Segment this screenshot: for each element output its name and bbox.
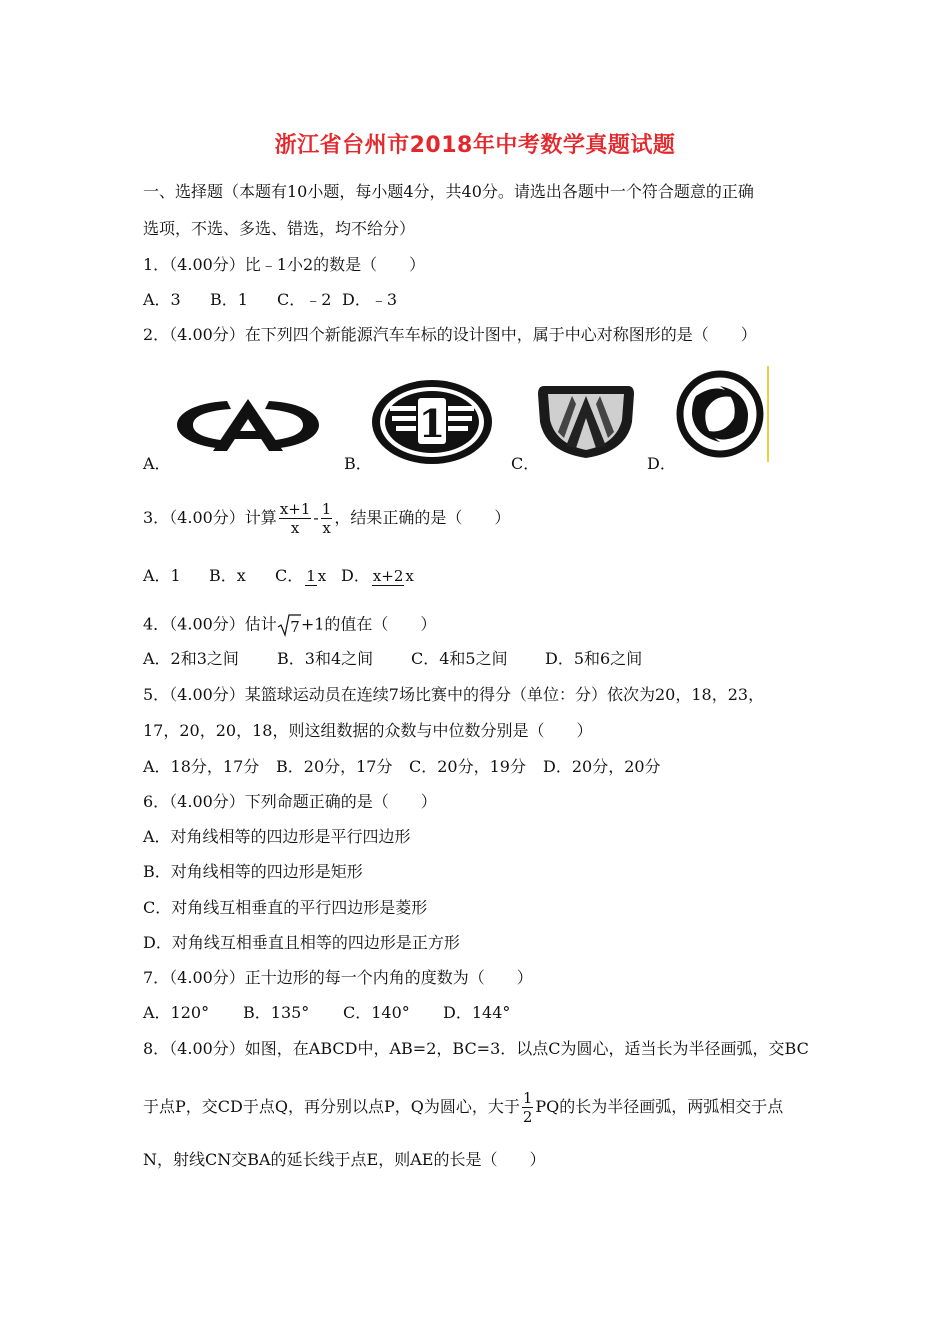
q4-option-a: A．2和3之间 xyxy=(143,649,239,668)
q5-option-d: D．20分，20分 xyxy=(543,757,661,776)
q3-suffix: ，结果正确的是（ ） xyxy=(334,508,511,527)
q6-option-b: B．对角线相等的四边形是矩形 xyxy=(143,862,363,881)
q2-option-c-label: C． xyxy=(511,454,540,473)
q4-radicand: 7 xyxy=(290,618,300,636)
q3-option-c xyxy=(275,558,341,594)
question-8-line-1: 8．（4.00分）如图，在ABCD中，AB=2，BC=3．以点C为圆心，适当长为半径画弧，交BC xyxy=(143,1039,809,1058)
q3-option-d-fraction xyxy=(372,567,415,586)
q3-minus-sign: - xyxy=(313,508,319,527)
logo-d-dongfeng xyxy=(676,370,764,462)
q8-line-2-prefix: 于点P，交CD于点Q，再分别以点P，Q为圆心，大于 xyxy=(143,1097,520,1116)
q4-suffix: +1的值在（ ） xyxy=(300,614,437,634)
q3-option-d xyxy=(341,558,417,594)
q1-option-c: C．﹣2 xyxy=(277,290,332,309)
question-5-options xyxy=(143,756,661,778)
question-6-stem: 6．（4.00分）下列命题正确的是（ ） xyxy=(143,792,437,811)
q3-fraction-2 xyxy=(321,500,333,537)
question-5-stem-line-1: 5．（4.00分）某篮球运动员在连续7场比赛中的得分（单位：分）依次为20，18，23， xyxy=(143,685,765,704)
image-edge-mark xyxy=(767,366,769,462)
q3-option-d-numerator: x+2 xyxy=(372,567,404,585)
q3-prefix: 3．（4.00分）计算 xyxy=(143,508,277,527)
q4-prefix: 4．（4.00分）估计 xyxy=(143,614,277,634)
q7-option-c: C．140° xyxy=(343,1003,410,1022)
question-7-options xyxy=(143,1002,510,1024)
q3-option-d-label: D． xyxy=(341,566,370,585)
question-4-options xyxy=(143,648,642,670)
q3-option-c-fraction xyxy=(305,567,327,586)
question-5-stem-line-2: 17，20，20，18，则这组数据的众数与中位数分别是（ ） xyxy=(143,721,593,740)
question-3-stem xyxy=(143,500,510,537)
page-title: 浙江省台州市2018年中考数学真题试题 xyxy=(274,133,676,158)
q2-option-d-label: D． xyxy=(647,454,676,473)
question-8-line-3: N，射线CN交BA的延长线于点E，则AE的长是（ ） xyxy=(143,1150,546,1169)
q7-option-b: B．135° xyxy=(243,1003,310,1022)
q1-option-d: D．﹣3 xyxy=(342,290,398,309)
logo-b-faw xyxy=(370,378,494,470)
question-2-stem: 2．（4.00分）在下列四个新能源汽车车标的设计图中，属于中心对称图形的是（ ） xyxy=(143,325,757,344)
q3-option-c-numerator: 1 xyxy=(306,567,316,585)
section-instructions-line-1: 一、选择题（本题有10小题，每小题4分，共40分。请选出各题中一个符合题意的正确 xyxy=(143,182,754,201)
question-8-line-2 xyxy=(143,1088,783,1126)
q3-fraction-2-numerator: 1 xyxy=(321,500,332,518)
q5-option-c: C．20分，19分 xyxy=(409,757,526,776)
question-1-stem: 1．（4.00分）比﹣1小2的数是（ ） xyxy=(143,255,426,274)
question-3-options xyxy=(143,558,417,594)
q4-option-b: B．3和4之间 xyxy=(277,649,374,668)
q3-option-a: A．1 xyxy=(143,566,181,585)
q3-option-d-denominator: x xyxy=(405,567,414,585)
logo-a-chery xyxy=(175,395,321,459)
q3-option-b: B．x xyxy=(209,566,246,585)
q4-option-c: C．4和5之间 xyxy=(411,649,508,668)
q6-option-a: A．对角线相等的四边形是平行四边形 xyxy=(143,827,411,846)
q1-option-a: A．3 xyxy=(143,290,181,309)
q4-option-d: D．5和6之间 xyxy=(545,649,643,668)
section-instructions-line-2: 选项，不选、多选、错选，均不给分） xyxy=(143,219,416,238)
q4-sqrt xyxy=(277,613,301,637)
question-7-stem: 7．（4.00分）正十边形的每一个内角的度数为（ ） xyxy=(143,968,533,987)
q5-option-b: B．20分，17分 xyxy=(276,757,393,776)
q7-option-a: A．120° xyxy=(143,1003,210,1022)
q7-option-d: D．144° xyxy=(443,1003,511,1022)
logo-c-baojun xyxy=(536,382,636,464)
q8-half-numerator: 1 xyxy=(522,1089,533,1107)
question-4-stem xyxy=(143,613,436,637)
q1-option-b: B．1 xyxy=(210,290,248,309)
q8-half-fraction xyxy=(522,1089,534,1126)
q3-option-c-label: C． xyxy=(275,566,304,585)
q2-option-b-label: B． xyxy=(344,454,372,473)
q8-half-denominator: 2 xyxy=(522,1108,533,1126)
q3-fraction-1 xyxy=(279,500,312,537)
question-1-options xyxy=(143,289,397,311)
q3-option-c-denominator: x xyxy=(317,567,327,585)
logo-b-number: 1 xyxy=(418,401,446,446)
q3-fraction-1-denominator: x xyxy=(290,519,300,537)
q5-option-a: A．18分，17分 xyxy=(143,757,260,776)
q6-option-d: D．对角线互相垂直且相等的四边形是正方形 xyxy=(143,933,460,952)
q2-option-a-label: A． xyxy=(143,454,171,473)
q3-fraction-1-numerator: x+1 xyxy=(279,500,311,518)
q3-fraction-2-denominator: x xyxy=(322,519,331,537)
q8-line-2-suffix: PQ的长为半径画弧，两弧相交于点 xyxy=(535,1097,784,1116)
q6-option-c: C．对角线互相垂直的平行四边形是菱形 xyxy=(143,898,428,917)
